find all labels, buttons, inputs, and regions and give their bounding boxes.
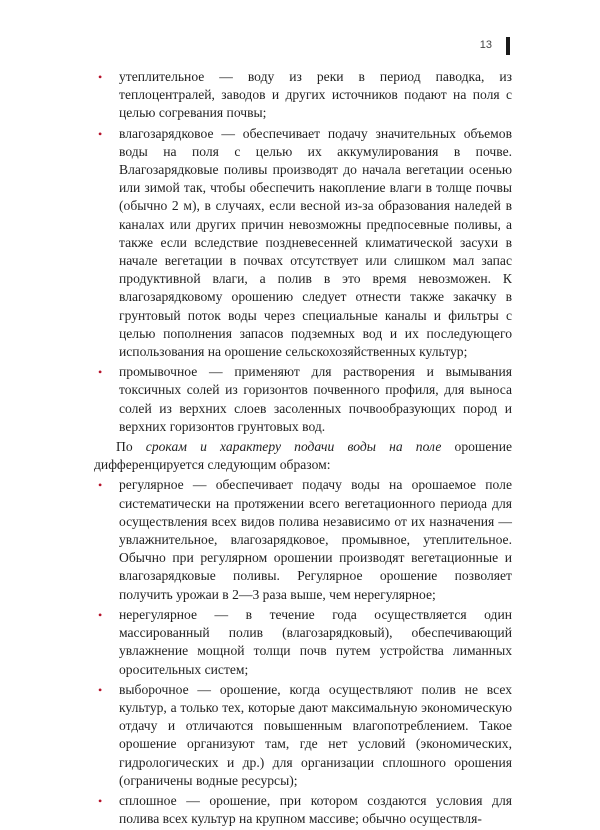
list-item: [94, 476, 512, 603]
bullet-icon: •: [98, 793, 103, 808]
list-item: [94, 792, 512, 828]
paragraph-tail: орошение дифференцируется следующим образом:: [94, 439, 513, 473]
irrigation-purpose-list: [94, 68, 512, 436]
list-item-text: промывочное — применяют для растворения и вымывания токсичных солей из горизонтов почвенного профиля, для выноса солей из верхних слоев засоленных почвообразующих пород и верхних горизонтов грунтовых вод.: [119, 364, 512, 434]
list-item: [94, 363, 512, 436]
list-item-text: сплошное — орошение, при котором создаются условия для полива всех культур на крупном массиве; обычно осуществля-: [119, 792, 512, 827]
bullet-icon: •: [98, 478, 103, 493]
list-item-text: нерегулярное — в течение года осуществляется один массированный полив (влагозарядковый), обеспечивающий увлажнение мощной толщи почв путем устройства лиманных оросительных систем;: [119, 606, 512, 677]
list-item-text: выборочное — орошение, когда осуществляют полив не всех культур, а только тех, которые дают максимальную экономическую отдачу и отличаются повышенным влагопотреблением. Такое орошение организуют там, где нет условий (экономических, гидрологических и др.) для организации сплошного орошения (ограничены водные ресурсы);: [119, 681, 512, 788]
list-item-text: утеплительное — воду из реки в период паводка, из теплоцентралей, заводов и других источников подают на поля с целью согревания почвы;: [119, 69, 512, 121]
bullet-icon: •: [98, 607, 103, 622]
list-item: [94, 125, 512, 362]
page-body: [94, 68, 512, 830]
paragraph-lead: По: [116, 439, 146, 455]
list-item-text: регулярное — обеспечивает подачу воды на орошаемое поле систематически на протяжении всего вегетационного периода для осуществления всех видов полива независимо от их назначения — увлажнительное, влагозарядковое, промывное, утеплительное. Обычно при регулярном орошении производят вегетационные и влагозарядковые поливы. Регулярное орошение позволяет получить урожаи в 2—3 раза выше, чем нерегулярное;: [119, 477, 512, 602]
bullet-icon: •: [98, 126, 103, 141]
body-paragraph: [94, 438, 512, 474]
bullet-icon: •: [98, 682, 103, 697]
bullet-icon: •: [98, 365, 103, 380]
irrigation-timing-list: [94, 476, 512, 828]
page-marker-bar: [506, 37, 510, 55]
page-number: 13: [479, 39, 492, 51]
list-item: [94, 68, 512, 123]
paragraph-emphasis: срокам и характеру подачи воды на поле: [145, 439, 442, 455]
list-item-text: влагозарядковое — обеспечивает подачу значительных объемов воды на поля с целью их аккумулирования в почве. Влагозарядковые поливы производят до начала вегетации осенью или зимой так, чтобы обеспечить накопление влаги в толще почвы (обычно 2 м), в случаях, если весной из-за образования наледей в каналах или других причин невозможны предпосевные поливы, а также если вследствие поздневесенней климатической засухи в начале вегетации в почвах отсутствует или слишком мал запас продуктивной влаги, а полив в это время невозможен. К влагозарядковому орошению следует отнести также закачку в грунтовый поток воды через специальные каналы и фильтры с целью пополнения запасов подземных вод и их последующего использования на орошение сельскохозяйственных культур;: [119, 125, 512, 360]
bullet-icon: •: [98, 70, 103, 84]
list-item: [94, 681, 512, 790]
list-item: [94, 606, 512, 679]
